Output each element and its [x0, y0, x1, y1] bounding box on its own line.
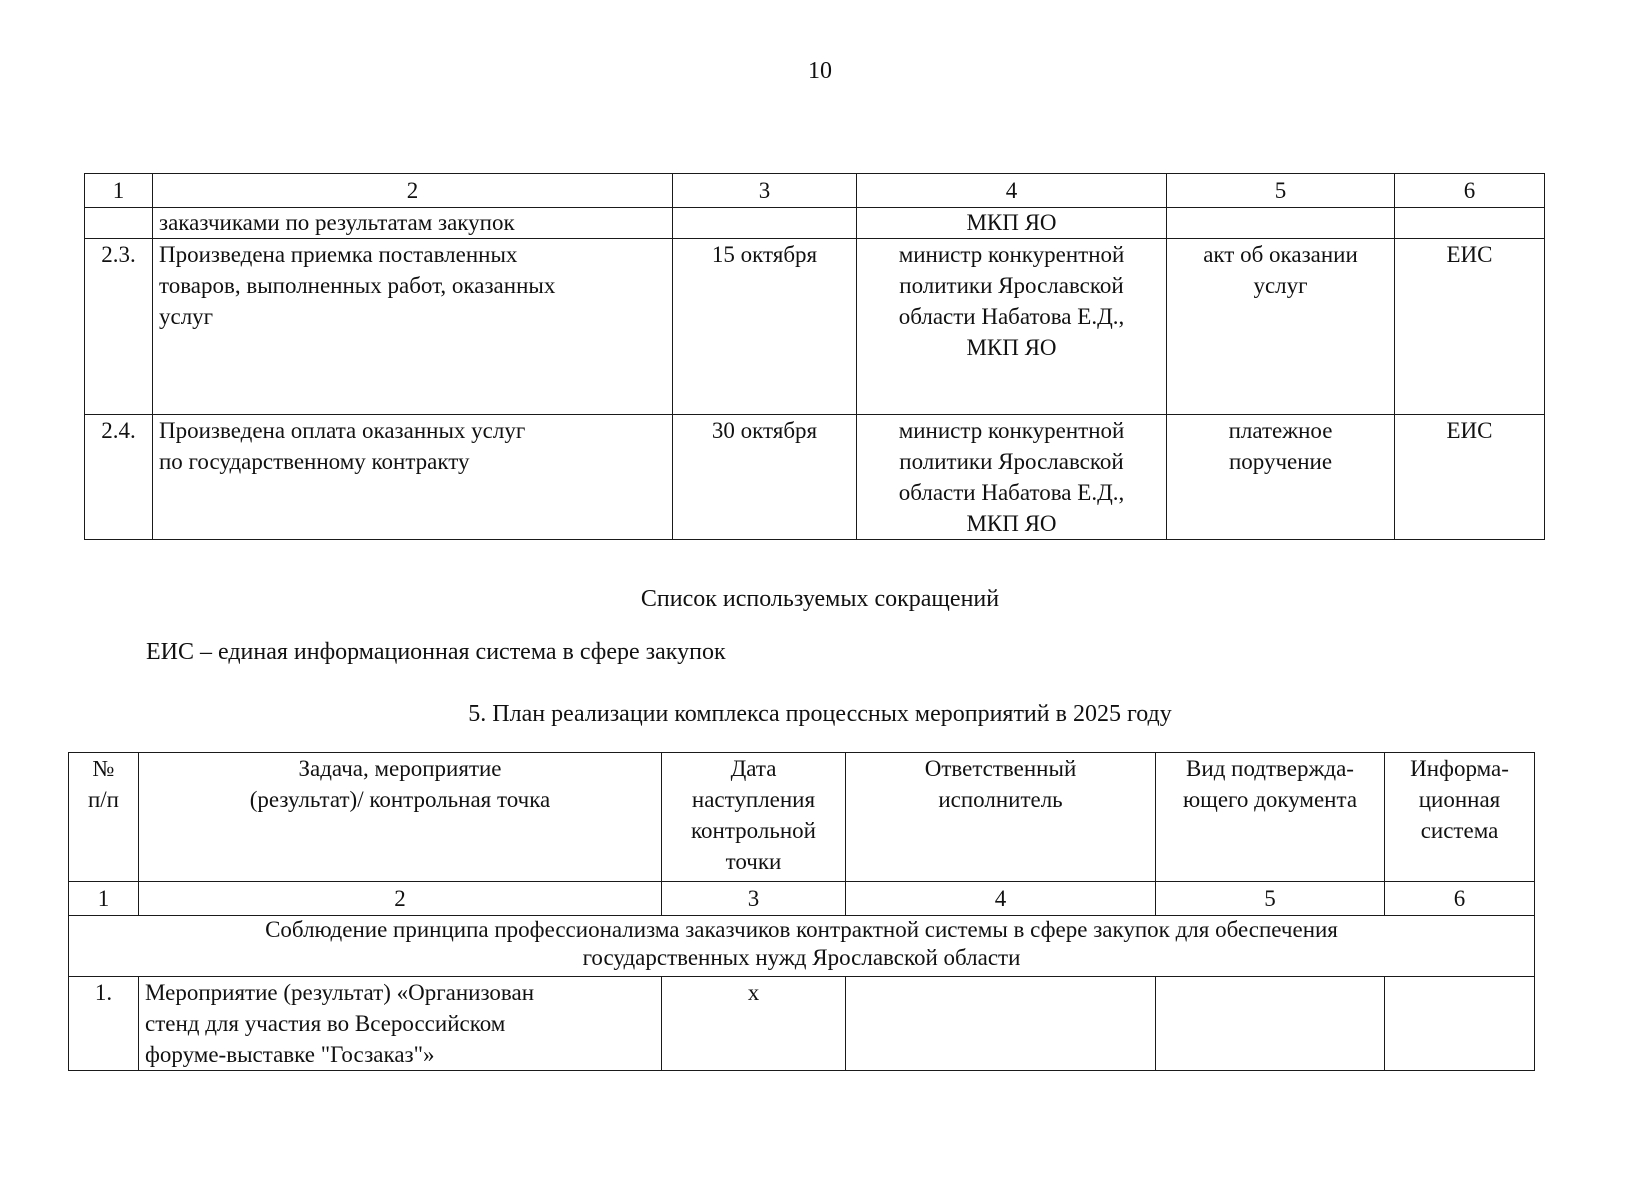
document-cell [1167, 208, 1395, 239]
column-number: 3 [662, 882, 846, 916]
header-cell-system: Информа- ционная система [1385, 753, 1535, 882]
date-cell: 30 октября [673, 415, 857, 540]
plan-table [68, 752, 1535, 1071]
column-number: 3 [673, 174, 857, 208]
table-row [69, 977, 1535, 1071]
table-row [85, 415, 1545, 540]
responsible-cell: министр конкурентной политики Ярославской области Набатова Е.Д., МКП ЯО [857, 415, 1167, 540]
system-cell [1385, 977, 1535, 1071]
section-header-row [69, 916, 1535, 977]
header-cell-task: Задача, мероприятие (результат)/ контрольная точка [139, 753, 662, 882]
column-number-row [85, 174, 1545, 208]
column-number: 6 [1385, 882, 1535, 916]
abbreviation-item: ЕИС – единая информационная система в сфере закупок [146, 639, 726, 665]
column-number: 4 [846, 882, 1156, 916]
task-cell: Произведена приемка поставленных товаров, выполненных работ, оказанных услуг [153, 239, 673, 415]
task-cell: Произведена оплата оказанных услуг по государственному контракту [153, 415, 673, 540]
row-number-cell: 1. [69, 977, 139, 1071]
header-cell-document: Вид подтвержда- ющего документа [1156, 753, 1385, 882]
column-number: 2 [139, 882, 662, 916]
responsible-cell: МКП ЯО [857, 208, 1167, 239]
document-cell [1156, 977, 1385, 1071]
task-cell: Мероприятие (результат) «Организован стенд для участия во Всероссийском форуме-выставке "Госзаказ"» [139, 977, 662, 1071]
date-cell: 15 октября [673, 239, 857, 415]
row-number-cell: 2.4. [85, 415, 153, 540]
row-number-cell [85, 208, 153, 239]
column-number: 5 [1156, 882, 1385, 916]
column-number: 4 [857, 174, 1167, 208]
plan-section-title: 5. План реализации комплекса процессных мероприятий в 2025 году [468, 701, 1172, 727]
system-cell: ЕИС [1395, 415, 1545, 540]
page-number: 10 [808, 58, 832, 84]
column-number: 6 [1395, 174, 1545, 208]
date-cell [673, 208, 857, 239]
table-row [85, 239, 1545, 415]
system-cell [1395, 208, 1545, 239]
system-cell: ЕИС [1395, 239, 1545, 415]
column-number: 1 [69, 882, 139, 916]
column-number: 5 [1167, 174, 1395, 208]
document-cell: акт об оказании услуг [1167, 239, 1395, 415]
column-number: 1 [85, 174, 153, 208]
table-row [85, 208, 1545, 239]
abbreviations-title: Список используемых сокращений [640, 586, 1000, 612]
header-cell-date: Дата наступления контрольной точки [662, 753, 846, 882]
date-cell: х [662, 977, 846, 1071]
section-title-cell: Соблюдение принципа профессионализма заказчиков контрактной системы в сфере закупок для обеспечения государственных нужд Ярославской области [69, 916, 1535, 977]
document-cell: платежное поручение [1167, 415, 1395, 540]
task-cell: заказчиками по результатам закупок [153, 208, 673, 239]
column-number: 2 [153, 174, 673, 208]
responsible-cell: министр конкурентной политики Ярославской области Набатова Е.Д., МКП ЯО [857, 239, 1167, 415]
header-row [69, 753, 1535, 882]
column-number-row [69, 882, 1535, 916]
responsible-cell [846, 977, 1156, 1071]
header-cell-responsible: Ответственный исполнитель [846, 753, 1156, 882]
row-number-cell: 2.3. [85, 239, 153, 415]
header-cell-number: № п/п [69, 753, 139, 882]
continued-activities-table [84, 173, 1545, 540]
